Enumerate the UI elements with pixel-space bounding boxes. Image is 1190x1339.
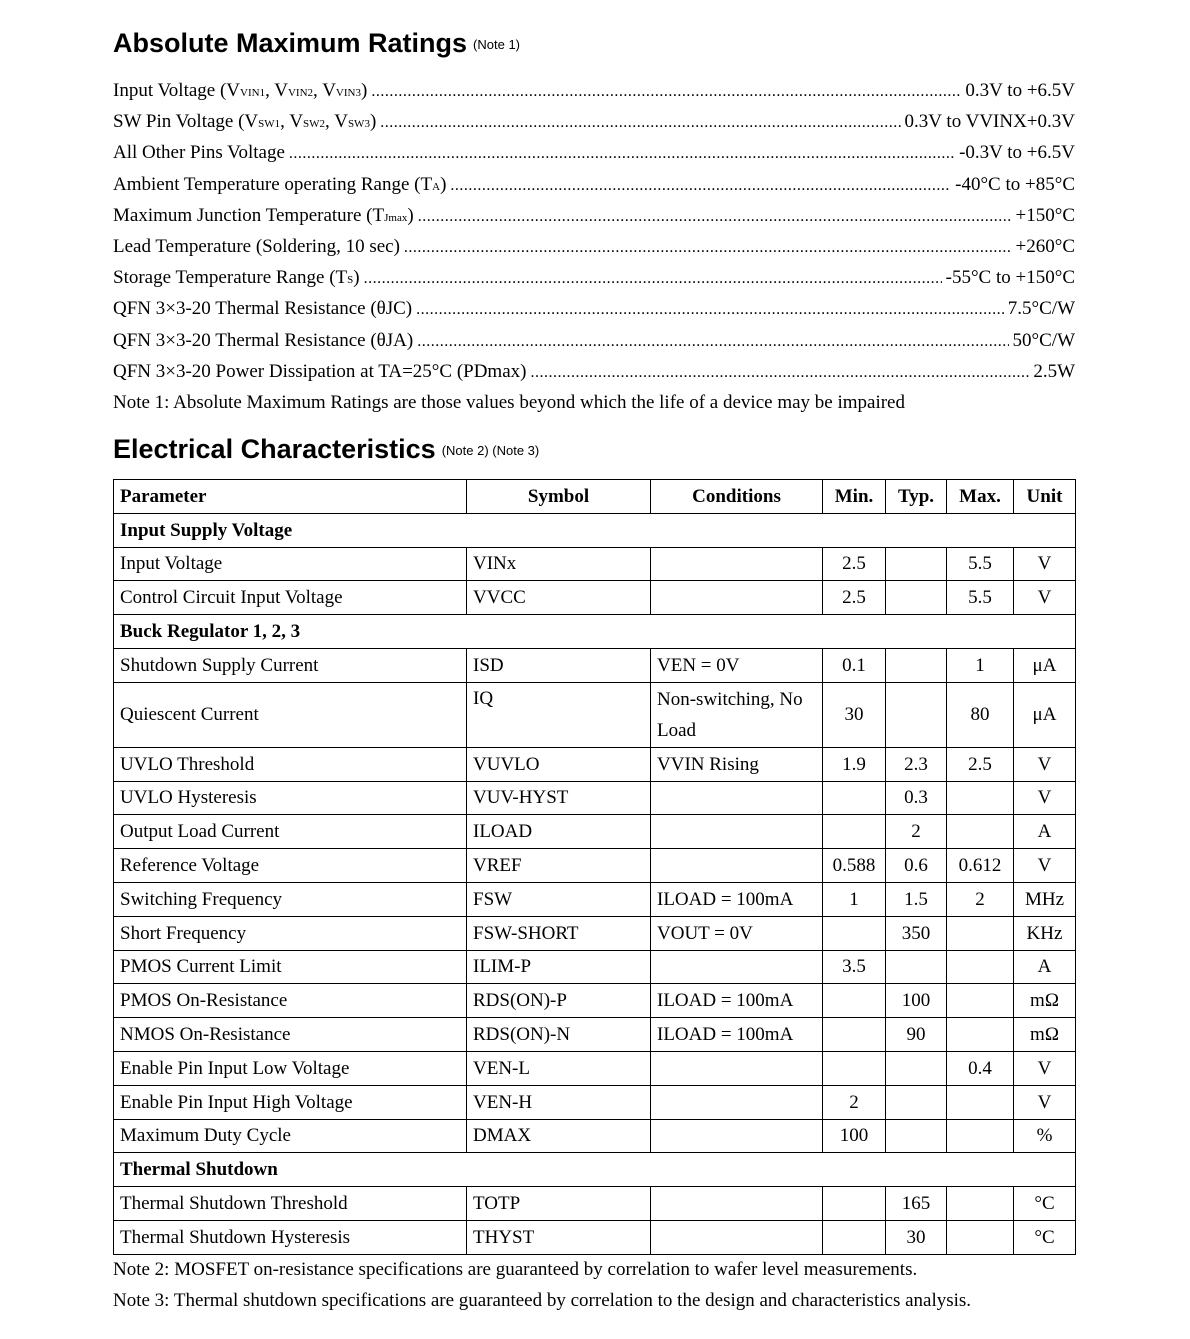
param-cell: Output Load Current [114, 815, 467, 849]
unit-cell: KHz [1014, 916, 1076, 950]
table-header-row [114, 480, 1076, 514]
param-cell: Quiescent Current [114, 682, 467, 747]
leader-dots [371, 76, 961, 107]
symbol-cell: ILOAD [467, 815, 651, 849]
symbol-cell: VEN-H [467, 1085, 651, 1119]
group-buck-regulator: Buck Regulator 1, 2, 3 [114, 615, 1076, 649]
min-cell: 2 [823, 1085, 886, 1119]
max-cell: 0.4 [947, 1051, 1014, 1085]
rating-label: QFN 3×3-20 Thermal Resistance (θJA) [113, 329, 414, 351]
max-cell [947, 950, 1014, 984]
unit-cell: V [1014, 547, 1076, 581]
group-row [114, 615, 1076, 649]
table-row [114, 1187, 1076, 1221]
absolute-maximum-ratings-heading [113, 28, 520, 58]
table-row [114, 815, 1076, 849]
param-cell: Short Frequency [114, 916, 467, 950]
min-cell [823, 916, 886, 950]
min-cell: 0.588 [823, 849, 886, 883]
rating-row [113, 169, 1075, 200]
electrical-characteristics-table [113, 479, 1076, 1255]
table-row [114, 747, 1076, 781]
header-conditions: Conditions [651, 480, 823, 514]
group-thermal-shutdown: Thermal Shutdown [114, 1153, 1076, 1187]
note-3: Note 3: Thermal shutdown specifications are guaranteed by correlation to the design and characteristics analysis. [113, 1290, 972, 1311]
min-cell: 1.9 [823, 747, 886, 781]
symbol-cell: VREF [467, 849, 651, 883]
amr-title-text: Absolute Maximum Ratings [113, 28, 468, 58]
table-notes [113, 1254, 971, 1316]
typ-cell [886, 1085, 947, 1119]
header-max: Max. [947, 480, 1014, 514]
symbol-cell: DMAX [467, 1119, 651, 1153]
electrical-characteristics-heading [113, 434, 539, 464]
rating-value: 0.3V to VVINX+0.3V [904, 111, 1075, 133]
note-1: Note 1: Absolute Maximum Ratings are those values beyond which the life of a device may be impaired [113, 392, 905, 413]
param-cell: Thermal Shutdown Hysteresis [114, 1220, 467, 1254]
typ-cell: 30 [886, 1220, 947, 1254]
unit-cell: μA [1014, 648, 1076, 682]
rating-label: Maximum Junction Temperature (TJmax) [113, 204, 414, 226]
rating-row [113, 325, 1075, 356]
table-row [114, 1085, 1076, 1119]
max-cell: 5.5 [947, 547, 1014, 581]
leader-dots [417, 326, 1008, 357]
leader-dots [450, 170, 951, 201]
cond-cell [651, 547, 823, 581]
typ-cell [886, 648, 947, 682]
symbol-cell: RDS(ON)-N [467, 1018, 651, 1052]
table-row [114, 849, 1076, 883]
unit-cell: V [1014, 781, 1076, 815]
rating-row [113, 106, 1075, 137]
cond-cell: VEN = 0V [651, 648, 823, 682]
symbol-cell: VEN-L [467, 1051, 651, 1085]
unit-cell: V [1014, 849, 1076, 883]
unit-cell: V [1014, 581, 1076, 615]
cond-cell [651, 849, 823, 883]
ratings-list [113, 75, 1075, 387]
table-row [114, 781, 1076, 815]
min-cell: 0.1 [823, 648, 886, 682]
rating-label: Ambient Temperature operating Range (TA) [113, 173, 447, 195]
table-row [114, 547, 1076, 581]
min-cell [823, 1051, 886, 1085]
typ-cell: 1.5 [886, 882, 947, 916]
min-cell [823, 1187, 886, 1221]
amr-title-note: (Note 1) [473, 37, 521, 52]
unit-cell: mΩ [1014, 984, 1076, 1018]
unit-cell: V [1014, 1051, 1076, 1085]
cond-cell [651, 1220, 823, 1254]
cond-cell [651, 1187, 823, 1221]
group-input-supply-voltage: Input Supply Voltage [114, 513, 1076, 547]
leader-dots [380, 107, 900, 138]
leader-dots [404, 232, 1012, 263]
group-row [114, 513, 1076, 547]
group-row [114, 1153, 1076, 1187]
max-cell [947, 916, 1014, 950]
max-cell [947, 984, 1014, 1018]
typ-cell: 2.3 [886, 747, 947, 781]
typ-cell: 165 [886, 1187, 947, 1221]
leader-dots [530, 357, 1029, 388]
symbol-cell: VUVLO [467, 747, 651, 781]
max-cell [947, 1187, 1014, 1221]
max-cell [947, 1018, 1014, 1052]
max-cell [947, 815, 1014, 849]
max-cell: 80 [947, 682, 1014, 747]
max-cell: 2.5 [947, 747, 1014, 781]
symbol-cell: VINx [467, 547, 651, 581]
symbol-cell: RDS(ON)-P [467, 984, 651, 1018]
table-row [114, 916, 1076, 950]
table-row [114, 581, 1076, 615]
max-cell [947, 1119, 1014, 1153]
cond-cell [651, 581, 823, 615]
unit-cell: A [1014, 815, 1076, 849]
table-row [114, 1018, 1076, 1052]
unit-cell: μA [1014, 682, 1076, 747]
min-cell [823, 1018, 886, 1052]
cond-cell [651, 950, 823, 984]
typ-cell [886, 682, 947, 747]
param-cell: Switching Frequency [114, 882, 467, 916]
table-row [114, 1051, 1076, 1085]
rating-value: +260°C [1015, 235, 1075, 257]
symbol-cell: THYST [467, 1220, 651, 1254]
min-cell: 1 [823, 882, 886, 916]
rating-row [113, 200, 1075, 231]
rating-row [113, 293, 1075, 324]
rating-value: 50°C/W [1012, 329, 1075, 351]
param-cell: NMOS On-Resistance [114, 1018, 467, 1052]
rating-label: QFN 3×3-20 Power Dissipation at TA=25°C (PDmax) [113, 360, 527, 382]
unit-cell: °C [1014, 1220, 1076, 1254]
param-cell: Input Voltage [114, 547, 467, 581]
typ-cell [886, 950, 947, 984]
rating-row [113, 356, 1075, 387]
cond-cell [651, 1051, 823, 1085]
param-cell: UVLO Hysteresis [114, 781, 467, 815]
typ-cell [886, 581, 947, 615]
typ-cell [886, 547, 947, 581]
param-cell: Shutdown Supply Current [114, 648, 467, 682]
table-row [114, 648, 1076, 682]
min-cell [823, 781, 886, 815]
rating-value: +150°C [1015, 204, 1075, 226]
symbol-cell: FSW-SHORT [467, 916, 651, 950]
unit-cell: V [1014, 1085, 1076, 1119]
param-cell: UVLO Threshold [114, 747, 467, 781]
cond-cell [651, 1085, 823, 1119]
typ-cell: 90 [886, 1018, 947, 1052]
rating-label: QFN 3×3-20 Thermal Resistance (θJC) [113, 298, 413, 320]
header-unit: Unit [1014, 480, 1076, 514]
cond-cell [651, 781, 823, 815]
max-cell [947, 781, 1014, 815]
ec-title-note: (Note 2) (Note 3) [441, 443, 540, 458]
cond-cell: VOUT = 0V [651, 916, 823, 950]
leader-dots [416, 294, 1004, 325]
typ-cell: 2 [886, 815, 947, 849]
table-row [114, 984, 1076, 1018]
param-cell: Enable Pin Input High Voltage [114, 1085, 467, 1119]
max-cell [947, 1220, 1014, 1254]
param-cell: PMOS On-Resistance [114, 984, 467, 1018]
rating-label: Input Voltage (VVIN1, VVIN2, VVIN3) [113, 80, 368, 101]
cond-cell [651, 815, 823, 849]
param-cell: PMOS Current Limit [114, 950, 467, 984]
min-cell: 100 [823, 1119, 886, 1153]
rating-label: SW Pin Voltage (VSW1, VSW2, VSW3) [113, 111, 377, 133]
cond-cell: ILOAD = 100mA [651, 1018, 823, 1052]
unit-cell: MHz [1014, 882, 1076, 916]
header-parameter: Parameter [114, 480, 467, 514]
typ-cell: 0.3 [886, 781, 947, 815]
param-cell: Control Circuit Input Voltage [114, 581, 467, 615]
note-2: Note 2: MOSFET on-resistance specifications are guaranteed by correlation to wafer level measurements. [113, 1259, 918, 1280]
table-row [114, 950, 1076, 984]
cond-cell: VVIN Rising [651, 747, 823, 781]
min-cell: 30 [823, 682, 886, 747]
max-cell [947, 1085, 1014, 1119]
header-typ: Typ. [886, 480, 947, 514]
leader-dots [289, 138, 955, 169]
ec-title-text: Electrical Characteristics [113, 434, 436, 464]
symbol-cell: TOTP [467, 1187, 651, 1221]
rating-row [113, 75, 1075, 106]
rating-value: 7.5°C/W [1007, 298, 1075, 320]
rating-value: 2.5W [1033, 360, 1075, 382]
rating-row [113, 262, 1075, 293]
header-min: Min. [823, 480, 886, 514]
symbol-cell: IQ [467, 682, 651, 747]
typ-cell: 0.6 [886, 849, 947, 883]
rating-value: -55°C to +150°C [945, 267, 1075, 289]
min-cell [823, 984, 886, 1018]
param-cell: Enable Pin Input Low Voltage [114, 1051, 467, 1085]
rating-label: All Other Pins Voltage [113, 142, 285, 164]
cond-cell: ILOAD = 100mA [651, 984, 823, 1018]
min-cell [823, 815, 886, 849]
symbol-cell: ILIM-P [467, 950, 651, 984]
unit-cell: % [1014, 1119, 1076, 1153]
param-cell: Thermal Shutdown Threshold [114, 1187, 467, 1221]
cond-cell: Non-switching, No Load [651, 682, 823, 747]
typ-cell [886, 1051, 947, 1085]
max-cell: 0.612 [947, 849, 1014, 883]
rating-value: -40°C to +85°C [955, 173, 1075, 195]
param-cell: Maximum Duty Cycle [114, 1119, 467, 1153]
symbol-cell: FSW [467, 882, 651, 916]
rating-value: 0.3V to +6.5V [965, 80, 1075, 101]
max-cell: 5.5 [947, 581, 1014, 615]
rating-row [113, 231, 1075, 262]
unit-cell: V [1014, 747, 1076, 781]
min-cell: 2.5 [823, 581, 886, 615]
table-row [114, 882, 1076, 916]
symbol-cell: VVCC [467, 581, 651, 615]
rating-value: -0.3V to +6.5V [959, 142, 1075, 164]
cond-cell: ILOAD = 100mA [651, 882, 823, 916]
max-cell: 2 [947, 882, 1014, 916]
leader-dots [364, 263, 942, 294]
typ-cell [886, 1119, 947, 1153]
param-cell: Reference Voltage [114, 849, 467, 883]
symbol-cell: VUV-HYST [467, 781, 651, 815]
min-cell: 2.5 [823, 547, 886, 581]
typ-cell: 350 [886, 916, 947, 950]
rating-row [113, 137, 1075, 168]
unit-cell: mΩ [1014, 1018, 1076, 1052]
unit-cell: °C [1014, 1187, 1076, 1221]
table-row [114, 1119, 1076, 1153]
rating-label: Storage Temperature Range (TS) [113, 267, 360, 289]
min-cell: 3.5 [823, 950, 886, 984]
header-symbol: Symbol [467, 480, 651, 514]
leader-dots [418, 201, 1012, 232]
table-row [114, 682, 1076, 747]
symbol-cell: ISD [467, 648, 651, 682]
rating-label: Lead Temperature (Soldering, 10 sec) [113, 235, 400, 257]
min-cell [823, 1220, 886, 1254]
max-cell: 1 [947, 648, 1014, 682]
unit-cell: A [1014, 950, 1076, 984]
cond-cell [651, 1119, 823, 1153]
table-row [114, 1220, 1076, 1254]
typ-cell: 100 [886, 984, 947, 1018]
